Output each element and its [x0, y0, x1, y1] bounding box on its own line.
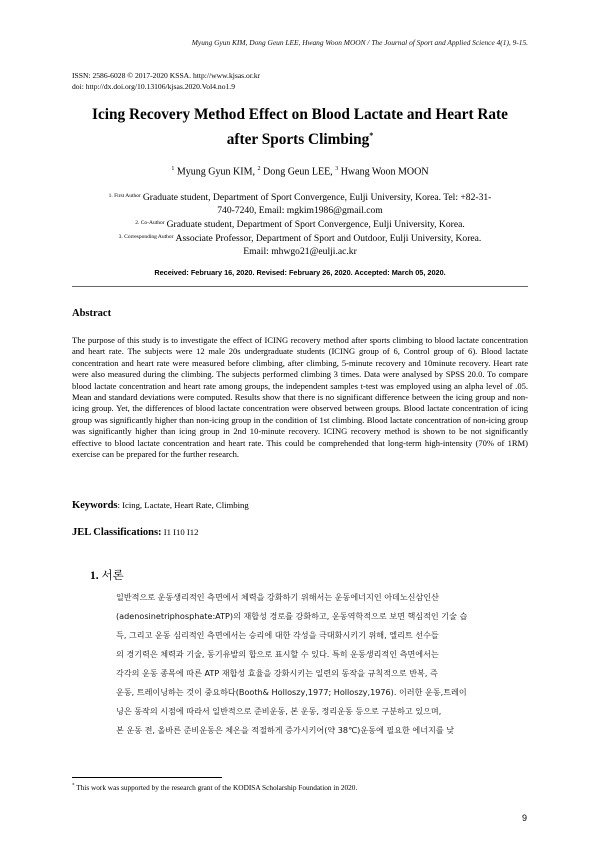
running-header: Myung Gyun KIM, Dong Geun LEE, Hwang Woon MOON / The Journal of Sport and Applied Science 4(1), 9-15. — [191, 38, 528, 47]
affiliation-3-line-2: Email: mhwgo21@eulji.ac.kr — [243, 246, 357, 257]
affiliation-1-line-1: Graduate student, Department of Sport Convergence, Eulji University, Korea. Tel: +82-31- — [142, 192, 492, 203]
author-2: Dong Geun LEE, — [262, 166, 333, 178]
keywords — [72, 500, 249, 511]
keywords-label: Keywords — [72, 500, 118, 511]
affiliation-1-role: 1. First Author — [108, 193, 141, 199]
body-line: 의 경기력은 체력과 기술, 동기유발의 합으로 표시할 수 있다. 특히 운동생리적인 측면에서는 — [116, 649, 439, 659]
jel-text: I1 I10 I12 — [163, 527, 199, 537]
affiliation-2 — [72, 218, 528, 231]
title-line-2: after Sports Climbing* — [226, 131, 374, 149]
author-list — [60, 166, 540, 177]
body-line: 닝은 동작의 시점에 따라서 일반적으로 준비운동, 본 운동, 정리운동 등으로 구분하고 있으며, — [116, 706, 442, 716]
section-1-heading — [90, 567, 124, 583]
title-footnote-mark: * — [369, 131, 374, 140]
abstract-body: The purpose of this study is to investigate the effect of ICING recovery method after sports climbing to blood lactate concentration and heart rate. The subjects were 12 male 20s undergraduate students (ICING group of 6, Control group of 6). Blood lactate concentration and heart rate were measured before climbing, after climbing, 5-minute recovery and 10minute recovery. Heart rate were also measured during the climbing. The subjects performed climbing 3 times. Data were analysed by SPSS 20.0. To compare blood lactate concentration and heart rate among groups, the independent samples t-test was employed using an alpha level of .05. Mean and standard deviations were computed. Results show that there is no significant difference between the icing group and non-icing group. Yet, the differences of blood lactate concentration were observed between groups. Blood lactate concentration of icing group was significantly higher than non-icing group in the condition of 1st climbing. Blood lactate concentration of non-icing group was significantly higher than icing group in 2nd 10-minute recovery. ICING recovery method is shown to be not significantly effective to blood lactate concentration and heart rate. This could be comprehended that long-term high-intensity (70% of 1RM) exercise can be prepared for the further research. — [72, 335, 528, 460]
author-2-number: 2 — [257, 166, 261, 172]
affiliation-2-line-1: Graduate student, Department of Sport Convergence, Eulji University, Korea. — [166, 219, 465, 230]
author-1: Myung Gyun KIM, — [176, 166, 255, 178]
title-line-1: Icing Recovery Method Effect on Blood Lactate and Heart Rate — [92, 106, 508, 123]
author-3: Hwang Woon MOON — [340, 166, 429, 178]
author-1-number: 1 — [171, 166, 175, 172]
abstract-heading: Abstract — [72, 308, 112, 319]
affiliation-3-role: 3. Corresponding Author — [118, 234, 174, 240]
issn-line: ISSN: 2586-6028 © 2017-2020 KSSA. http://www.kjsas.or.kr — [72, 71, 261, 80]
footnote — [72, 783, 357, 792]
affiliation-1-line-2: 740-7240, Email: mgkim1986@gmail.com — [217, 205, 383, 216]
section-1-title: 서론 — [101, 568, 124, 582]
body-line: 본 운동 전, 올바른 준비운동은 체온을 적절하게 증가시키어(약 38℃)운동에 필요한 에너지를 낮 — [116, 725, 455, 735]
body-line: 일반적으로 운동생리적인 측면에서 체력을 강화하기 위해서는 운동에너지인 아데노신삼인산 — [116, 592, 439, 602]
keywords-text: : Icing, Lactate, Heart Rate, Climbing — [117, 500, 249, 510]
author-3-number: 3 — [335, 166, 339, 172]
jel-label: JEL Classifications: — [72, 527, 162, 538]
body-line: 득, 그리고 운동 심리적인 측면에서는 승리에 대한 각성을 극대화시키기 위해, 엘리트 선수들 — [116, 630, 439, 640]
jel-classifications — [72, 527, 198, 538]
page-number: 9 — [521, 813, 527, 823]
footnote-text: This work was supported by the research grant of the KODISA Scholarship Foundation in 2020. — [74, 783, 358, 792]
section-1-number: 1. — [90, 570, 99, 582]
doi-line: doi: http://dx.doi.org/10.13106/kjsas.2020.Vol4.no1.9 — [72, 82, 235, 91]
body-line: 각각의 운동 종목에 따른 ATP 재합성 효율을 강화시키는 일련의 동작을 규칙적으로 반복, 즉 — [116, 668, 438, 678]
affiliation-1 — [72, 191, 528, 217]
footnote-divider — [72, 777, 222, 778]
body-line: (adenosinetriphosphate:ATP)의 재합성 경로를 강화하고, 운동역학적으로 보면 핵심적인 기술 습 — [116, 611, 468, 621]
footnote-mark: * — [72, 783, 75, 789]
affiliation-2-role: 2. Co-Author — [135, 220, 165, 226]
affiliation-3 — [72, 232, 528, 258]
affiliation-3-line-1: Associate Professor, Department of Sport and Outdoor, Eulji University, Korea. — [175, 233, 482, 244]
publication-info — [72, 70, 260, 92]
body-line: 운동, 트레이닝하는 것이 중요하다(Booth& Holloszy,1977; Holloszy,1976). 이러한 운동,트레이 — [116, 687, 467, 697]
paper-title — [60, 104, 540, 150]
received-dates: Received: February 16, 2020. Revised: February 26, 2020. Accepted: March 05, 2020. — [154, 268, 446, 277]
divider — [72, 286, 528, 287]
